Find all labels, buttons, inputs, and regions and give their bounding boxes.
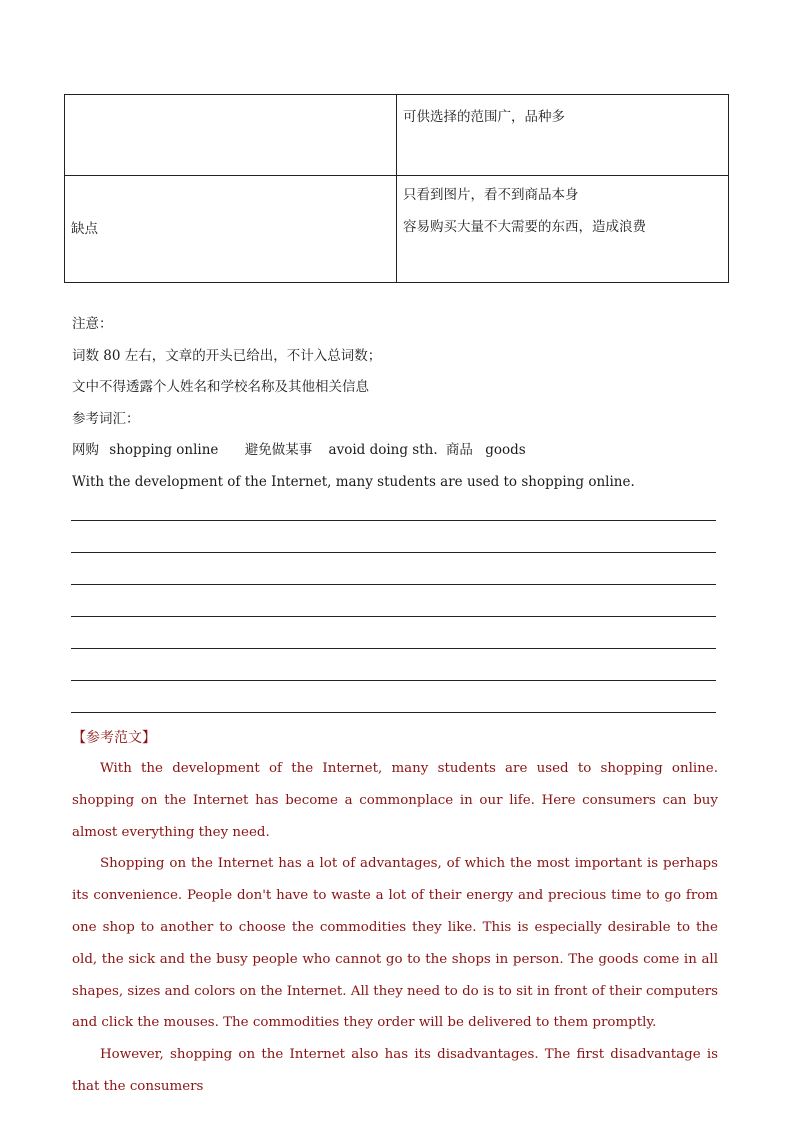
comparison-table	[64, 94, 729, 283]
notes-section	[72, 309, 722, 499]
writing-line	[71, 520, 716, 521]
notes-rule-privacy: 文中不得透露个人姓名和学校名称及其他相关信息	[72, 379, 369, 396]
table-row	[65, 176, 729, 283]
essay-paragraph: However, shopping on the Internet also has its disadvantages. The first disadvantage is that the consumers	[72, 1047, 718, 1094]
cell-text: 只看到图片，看不到商品本身	[403, 187, 579, 203]
writing-line	[71, 584, 716, 585]
essay-opening-sentence: With the development of the Internet, many students are used to shopping online.	[72, 473, 635, 490]
essay-paragraph: Shopping on the Internet has a lot of advantages, of which the most important is perhaps its convenience. People don't have to waste a lot of their energy and precious time to go from one shop to another to choose the commodities they like. This is especially desirable to the old, the sick and the busy people who cannot go to the shops in person. The goods come in all shapes, sizes and colors on the Internet. All they need to do is to sit in front of their computers and click the mouses. The commodities they order will be delivered to them promptly.	[72, 856, 718, 1031]
writing-line	[71, 712, 716, 713]
vocab-term-cn: 网购	[72, 442, 99, 459]
writing-line	[71, 648, 716, 649]
writing-line	[71, 616, 716, 617]
cell-text: 可供选择的范围广，品种多	[403, 109, 565, 125]
cell-text: 容易购买大量不大需要的东西，造成浪费	[403, 219, 646, 235]
vocab-term-cn: 避免做某事	[244, 442, 313, 459]
sample-essay-tag: 【参考范文】	[72, 730, 156, 746]
essay-paragraph: With the development of the Internet, many students are used to shopping online. shopping on the Internet has become a commonplace in our life. Here consumers can buy almost everything they need.	[72, 761, 718, 840]
table-row	[65, 95, 729, 176]
table-cell-label: 缺点	[65, 176, 397, 283]
vocab-term-en: goods	[485, 442, 526, 459]
table-cell-label	[65, 95, 397, 176]
writing-lines	[71, 520, 716, 713]
vocab-term-en: shopping online	[109, 442, 219, 459]
table-cell-content	[397, 95, 729, 176]
sample-essay	[72, 723, 718, 1103]
vocab-term-cn: 商品	[445, 442, 473, 459]
writing-line	[71, 552, 716, 553]
notes-heading: 注意：	[72, 316, 113, 332]
vocab-heading: 参考词汇：	[72, 410, 140, 427]
writing-line	[71, 680, 716, 681]
notes-rule-word-count: 词数 80 左右，文章的开头已给出，不计入总词数；	[72, 347, 382, 364]
table-cell-content	[397, 176, 729, 283]
vocab-term-en: avoid doing sth.	[328, 442, 438, 459]
vocab-list	[72, 435, 722, 467]
